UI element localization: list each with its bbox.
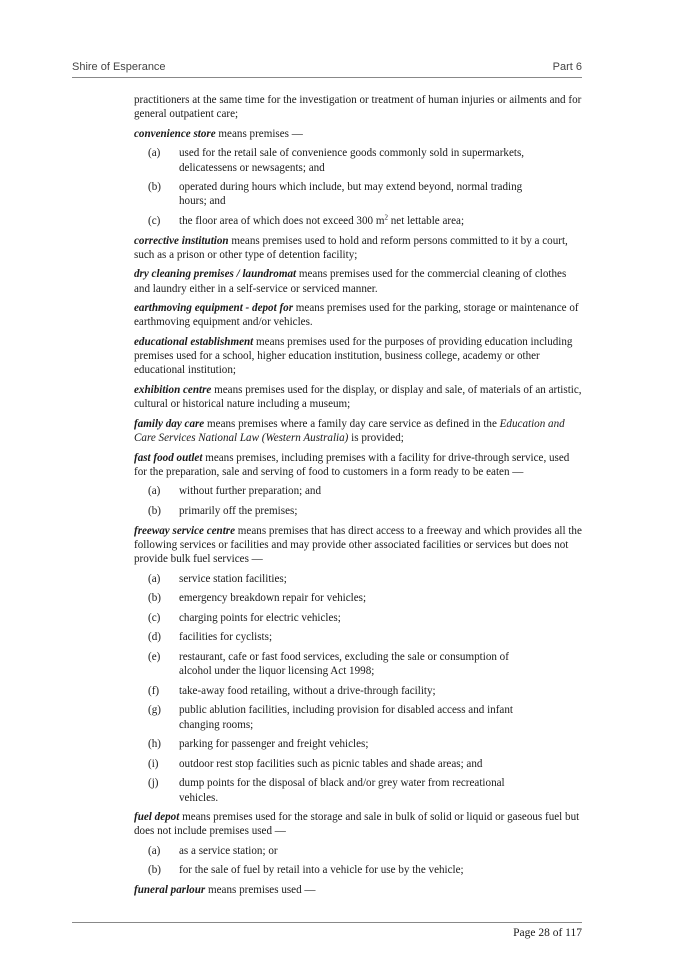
- list-item: [134, 504, 582, 518]
- definition-text: means premises used for the commercial cleaning of clothes and laundry either in a self-service or serviced manner.: [134, 268, 567, 295]
- item-text: used for the retail sale of convenience goods commonly sold in supermarkets, delicatessens or newsagents; and: [179, 147, 525, 174]
- item-marker: (j): [148, 777, 159, 790]
- definition-exhibition-centre: [134, 383, 582, 411]
- continuation-paragraph: practitioners at the same time for the investigation or treatment of human injuries or ailments and for general outpatient care;: [134, 94, 582, 121]
- item-text: restaurant, cafe or fast food services, excluding the sale or consumption of alcohol under the liquor licensing Act 1998;: [179, 650, 509, 678]
- list-item: [134, 591, 582, 605]
- definition-text: means premises used for the storage and sale in bulk of solid or liquid or gaseous fuel but does not include premises used —: [134, 811, 580, 838]
- definition-freeway-service-centre: [134, 524, 582, 567]
- list-item: [134, 863, 582, 877]
- defined-term: convenience store: [134, 127, 216, 140]
- item-text: emergency breakdown repair for vehicles;: [179, 592, 367, 605]
- item-text: without further preparation; and: [179, 485, 322, 498]
- defined-term: earthmoving equipment - depot for: [134, 302, 294, 315]
- definition-text: means premises used for the display, or display and sale, of materials of an artistic, cultural or historical nature including a museum;: [134, 383, 582, 411]
- item-marker: (b): [148, 592, 161, 605]
- list-item: [134, 684, 582, 698]
- definition-text: means premises used —: [205, 884, 316, 897]
- list-item: [134, 146, 582, 174]
- definition-corrective-institution: [134, 234, 582, 262]
- item-text: for the sale of fuel by retail into a vehicle for use by the vehicle;: [179, 864, 464, 877]
- item-marker: (b): [148, 504, 161, 517]
- item-marker: (c): [148, 611, 161, 624]
- item-text: as a service station; or: [179, 844, 278, 857]
- defined-term: funeral parlour: [134, 884, 206, 897]
- legislation-citation: Education and Care Services National Law (Western Australia): [134, 417, 565, 444]
- item-text: [179, 214, 534, 228]
- list-item: [134, 611, 582, 625]
- definitions-body: [134, 93, 582, 903]
- list-item: [134, 180, 582, 208]
- item-marker: (f): [148, 684, 160, 697]
- header-document-title: Shire of Esperance: [72, 61, 166, 73]
- list-item: [134, 776, 582, 804]
- definition-text: means premises —: [215, 127, 303, 140]
- item-text: take-away food retailing, without a drive-through facility;: [179, 684, 436, 697]
- defined-term: fuel depot: [134, 811, 180, 824]
- item-marker: (a): [148, 147, 161, 160]
- item-marker: (h): [148, 738, 161, 751]
- defined-term: corrective institution: [134, 234, 229, 247]
- item-marker: (a): [148, 844, 161, 857]
- superscript: 2: [384, 213, 388, 222]
- definition-educational-establishment: [134, 335, 582, 378]
- item-text: parking for passenger and freight vehicles;: [179, 738, 369, 751]
- list-item: [134, 214, 582, 228]
- defined-term: freeway service centre: [134, 524, 236, 537]
- list-item: [134, 703, 582, 731]
- item-marker: (a): [148, 572, 161, 585]
- item-text-post: net lettable area;: [387, 214, 465, 227]
- item-text: dump points for the disposal of black and/or grey water from recreational vehicles.: [179, 777, 505, 804]
- item-marker: (b): [148, 864, 161, 877]
- list-item: [134, 650, 582, 678]
- definition-text: means premises, including premises with a facility for drive-through service, used for the preparation, sale and serving of food to customers in a form ready to be eaten —: [134, 451, 570, 478]
- item-text: primarily off the premises;: [179, 504, 298, 517]
- item-marker: (b): [148, 181, 161, 194]
- item-text: public ablution facilities, including provision for disabled access and infant changing rooms;: [179, 704, 513, 731]
- item-marker: (e): [148, 650, 161, 663]
- item-text: charging points for electric vehicles;: [179, 611, 341, 624]
- defined-term: fast food outlet: [134, 451, 203, 464]
- definition-dry-cleaning: [134, 267, 582, 295]
- list-item: [134, 630, 582, 644]
- defined-term: dry cleaning premises / laundromat: [134, 268, 297, 281]
- item-marker: (a): [148, 485, 161, 498]
- item-text: facilities for cyclists;: [179, 631, 273, 644]
- item-marker: (i): [148, 757, 159, 770]
- header-rule: [72, 77, 582, 78]
- definition-earthmoving-depot: [134, 301, 582, 329]
- list-item: [134, 737, 582, 751]
- list-item: [134, 484, 582, 498]
- definition-text-end: is provided;: [348, 431, 404, 444]
- definition-funeral-parlour: [134, 883, 582, 897]
- definition-text: means premises used to hold and reform persons committed to it by a court, such as a prison or other type of detention facility;: [134, 234, 568, 261]
- definition-fast-food-outlet: [134, 451, 582, 479]
- definition-text: means premises where a family day care service as defined in the: [204, 417, 500, 430]
- definition-fuel-depot: [134, 810, 582, 838]
- list-item: [134, 572, 582, 586]
- page-number: Page 28 of 117: [513, 927, 582, 939]
- defined-term: exhibition centre: [134, 383, 212, 396]
- definition-text: means premises used for the parking, storage or maintenance of earthmoving equipment and/or vehicles.: [134, 302, 579, 329]
- definition-text: means premises used for the purposes of providing education including premises used for a school, higher education institution, business college, academy or other educational institution;: [134, 335, 573, 377]
- list-item: [134, 757, 582, 771]
- header-part-label: Part 6: [552, 61, 582, 73]
- defined-term: family day care: [134, 417, 205, 430]
- item-text: service station facilities;: [179, 572, 287, 585]
- item-text-pre: the floor area of which does not exceed 300 m: [179, 214, 385, 227]
- definition-family-day-care: [134, 417, 582, 445]
- item-text: operated during hours which include, but may extend beyond, normal trading hours; and: [179, 181, 523, 208]
- item-text: outdoor rest stop facilities such as picnic tables and shade areas; and: [179, 757, 483, 770]
- list-item: [134, 844, 582, 858]
- item-marker: (d): [148, 631, 161, 644]
- item-marker: (c): [148, 214, 161, 227]
- footer-rule: [72, 922, 582, 923]
- defined-term: educational establishment: [134, 335, 254, 348]
- definition-convenience-store: [134, 127, 582, 141]
- item-marker: (g): [148, 704, 161, 717]
- definition-text: means premises that has direct access to a freeway and which provides all the following services or facilities and may provide other associated facilities or services but does not provide bulk fuel services —: [134, 524, 582, 565]
